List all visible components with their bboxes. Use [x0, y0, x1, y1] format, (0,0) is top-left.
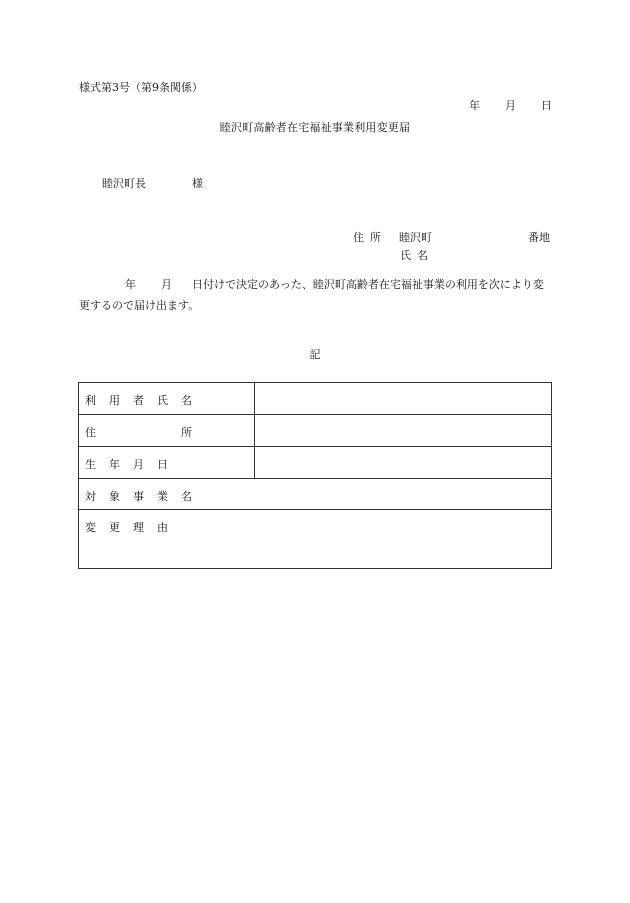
addressee-name: 睦沢町長 — [102, 177, 146, 190]
body-paragraph — [79, 274, 553, 316]
row-label — [85, 488, 205, 504]
label-char: 者 — [133, 394, 144, 407]
label-char: 変 — [85, 521, 96, 534]
label-char: 所 — [181, 426, 192, 439]
applicant-address — [353, 232, 550, 243]
row-label — [85, 392, 205, 408]
form-table — [78, 382, 552, 569]
label-char: 用 — [109, 394, 120, 407]
row-label — [85, 519, 181, 535]
label-char: 生 — [85, 458, 96, 471]
ki-heading: 記 — [309, 348, 321, 361]
table-row-user-name — [79, 383, 551, 415]
table-row-address — [79, 415, 551, 447]
date-year: 年 — [469, 99, 480, 112]
row-label — [85, 424, 205, 440]
label-char: 住 — [85, 426, 96, 439]
label-char: 名 — [181, 394, 192, 407]
applicant-name-label: 氏名 — [400, 249, 434, 262]
birthdate-field[interactable] — [254, 447, 551, 478]
body-text: 日付けで決定のあった、睦沢町高齢者在宅福祉事業の利用を次により変更するので届け出ます。 — [79, 278, 544, 312]
address-field[interactable] — [254, 415, 551, 446]
label-char: 利 — [85, 394, 96, 407]
address-town: 睦沢町 — [399, 231, 432, 244]
label-char: 氏 — [157, 394, 168, 407]
address-banchi: 番地 — [528, 231, 550, 244]
addressee — [102, 178, 203, 189]
document-title: 睦沢町高齢者在宅福祉事業利用変更届 — [219, 121, 411, 134]
date-line — [469, 100, 552, 111]
date-month: 月 — [505, 99, 516, 112]
label-char: 事 — [133, 490, 144, 503]
label-char: 名 — [181, 490, 192, 503]
user-name-field[interactable] — [254, 383, 551, 414]
label-char: 対 — [85, 490, 96, 503]
label-char: 業 — [157, 490, 168, 503]
label-char: 由 — [157, 521, 168, 534]
table-row-service-name — [79, 479, 551, 510]
addressee-honorific: 様 — [192, 177, 203, 190]
table-row-birthdate — [79, 447, 551, 479]
label-char: 更 — [109, 521, 120, 534]
form-number: 様式第3号（第9条関係） — [79, 81, 203, 94]
label-char: 象 — [109, 490, 120, 503]
label-char: 年 — [109, 458, 120, 471]
date-day: 日 — [541, 99, 552, 112]
label-char: 日 — [157, 458, 168, 471]
body-month: 月 — [161, 278, 172, 291]
label-char: 理 — [133, 521, 144, 534]
label-char: 月 — [133, 458, 144, 471]
table-row-change-reason[interactable] — [79, 510, 551, 568]
row-label — [85, 456, 181, 472]
address-label: 住所 — [353, 231, 387, 244]
body-year: 年 — [125, 278, 136, 291]
